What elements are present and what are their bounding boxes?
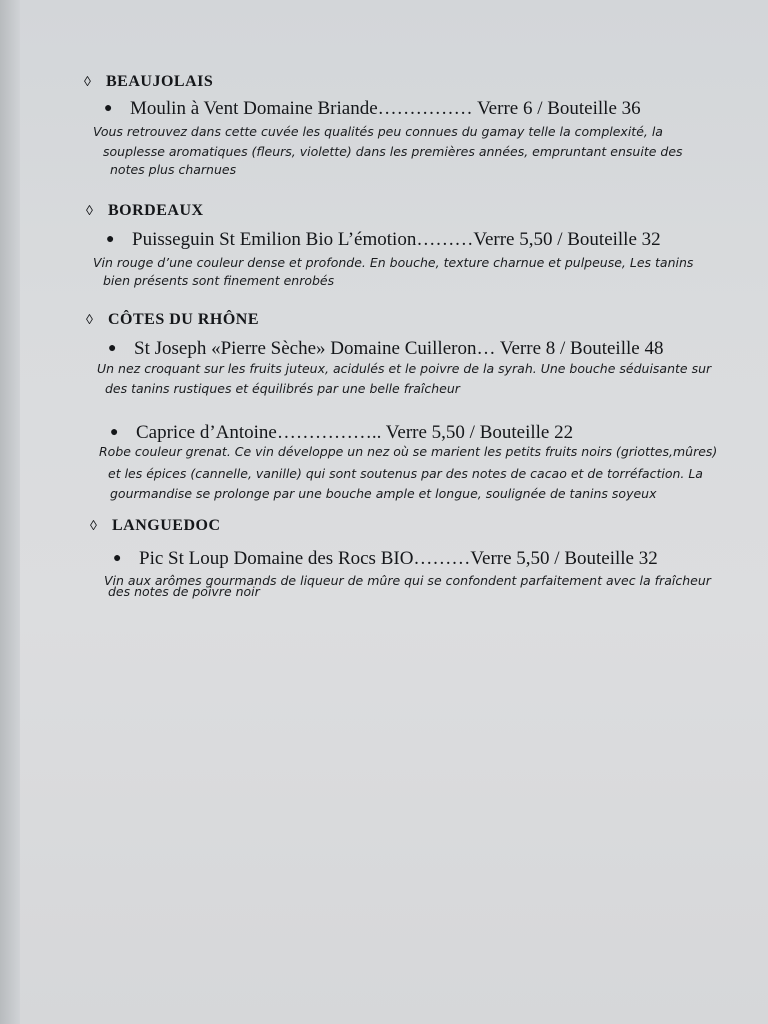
section-heading-cotes-du-rhone — [86, 311, 259, 329]
diamond-icon: ◊ — [90, 519, 98, 534]
wine-description-line: Vin aux arômes gourmands de liqueur de mûre qui se confondent parfaitement avec la fraîcheur — [104, 573, 711, 588]
wine-title: Caprice d’Antoine…………….. Verre 5,50 / Bouteille 22 — [136, 422, 574, 443]
wine-title: Pic St Loup Domaine des Rocs BIO………Verre 5,50 / Bouteille 32 — [139, 548, 658, 569]
wine-title: St Joseph «Pierre Sèche» Domaine Cuilleron… Verre 8 / Bouteille 48 — [134, 338, 664, 359]
wine-description-line: des tanins rustiques et équilibrés par une belle fraîcheur — [105, 381, 460, 396]
section-heading-beaujolais — [84, 73, 213, 91]
wine-description-line: et les épices (cannelle, vanille) qui sont soutenus par des notes de cacao et de torréfaction. La — [108, 466, 703, 481]
wine-st-joseph — [108, 338, 663, 360]
diamond-icon: ◊ — [86, 313, 94, 328]
wine-puisseguin — [106, 229, 661, 251]
section-title: BEAUJOLAIS — [106, 73, 214, 90]
wine-description-line: Un nez croquant sur les fruits juteux, acidulés et le poivre de la syrah. Une bouche séduisante sur — [97, 361, 712, 376]
wine-description-line: bien présents sont finement enrobés — [103, 273, 335, 288]
wine-moulin-a-vent — [104, 98, 641, 120]
diamond-icon: ◊ — [84, 75, 92, 90]
wine-caprice-d-antoine — [110, 422, 573, 444]
section-title: CÔTES DU RHÔNE — [108, 311, 260, 328]
bullet-icon: ● — [113, 551, 122, 566]
wine-description-line: notes plus charnues — [110, 162, 237, 177]
wine-description-line: gourmandise se prolonge par une bouche ample et longue, soulignée de tanins soyeux — [110, 486, 657, 501]
section-heading-languedoc — [90, 517, 221, 535]
wine-description-line: Vous retrouvez dans cette cuvée les qualités peu connues du gamay telle la complexité, la — [93, 124, 663, 139]
diamond-icon: ◊ — [86, 204, 94, 219]
wine-title: Moulin à Vent Domaine Briande…………… Verre 6 / Bouteille 36 — [130, 98, 641, 119]
section-title: LANGUEDOC — [112, 517, 221, 534]
wine-pic-st-loup — [113, 548, 658, 570]
bullet-icon: ● — [108, 341, 117, 356]
section-title: BORDEAUX — [108, 202, 204, 219]
wine-description-line: des notes de poivre noir — [108, 584, 260, 599]
wine-description-line: Robe couleur grenat. Ce vin développe un nez où se marient les petits fruits noirs (griottes,mûres) — [99, 444, 718, 459]
bullet-icon: ● — [104, 101, 113, 116]
wine-description-line: Vin rouge d’une couleur dense et profonde. En bouche, texture charnue et pulpeuse, Les tanins — [93, 255, 694, 270]
bullet-icon: ● — [106, 232, 115, 247]
wine-description-line: souplesse aromatiques (fleurs, violette) dans les premières années, empruntant ensuite des — [103, 144, 683, 159]
bullet-icon: ● — [110, 425, 119, 440]
section-heading-bordeaux — [86, 202, 204, 220]
wine-title: Puisseguin St Emilion Bio L’émotion………Verre 5,50 / Bouteille 32 — [132, 229, 661, 250]
